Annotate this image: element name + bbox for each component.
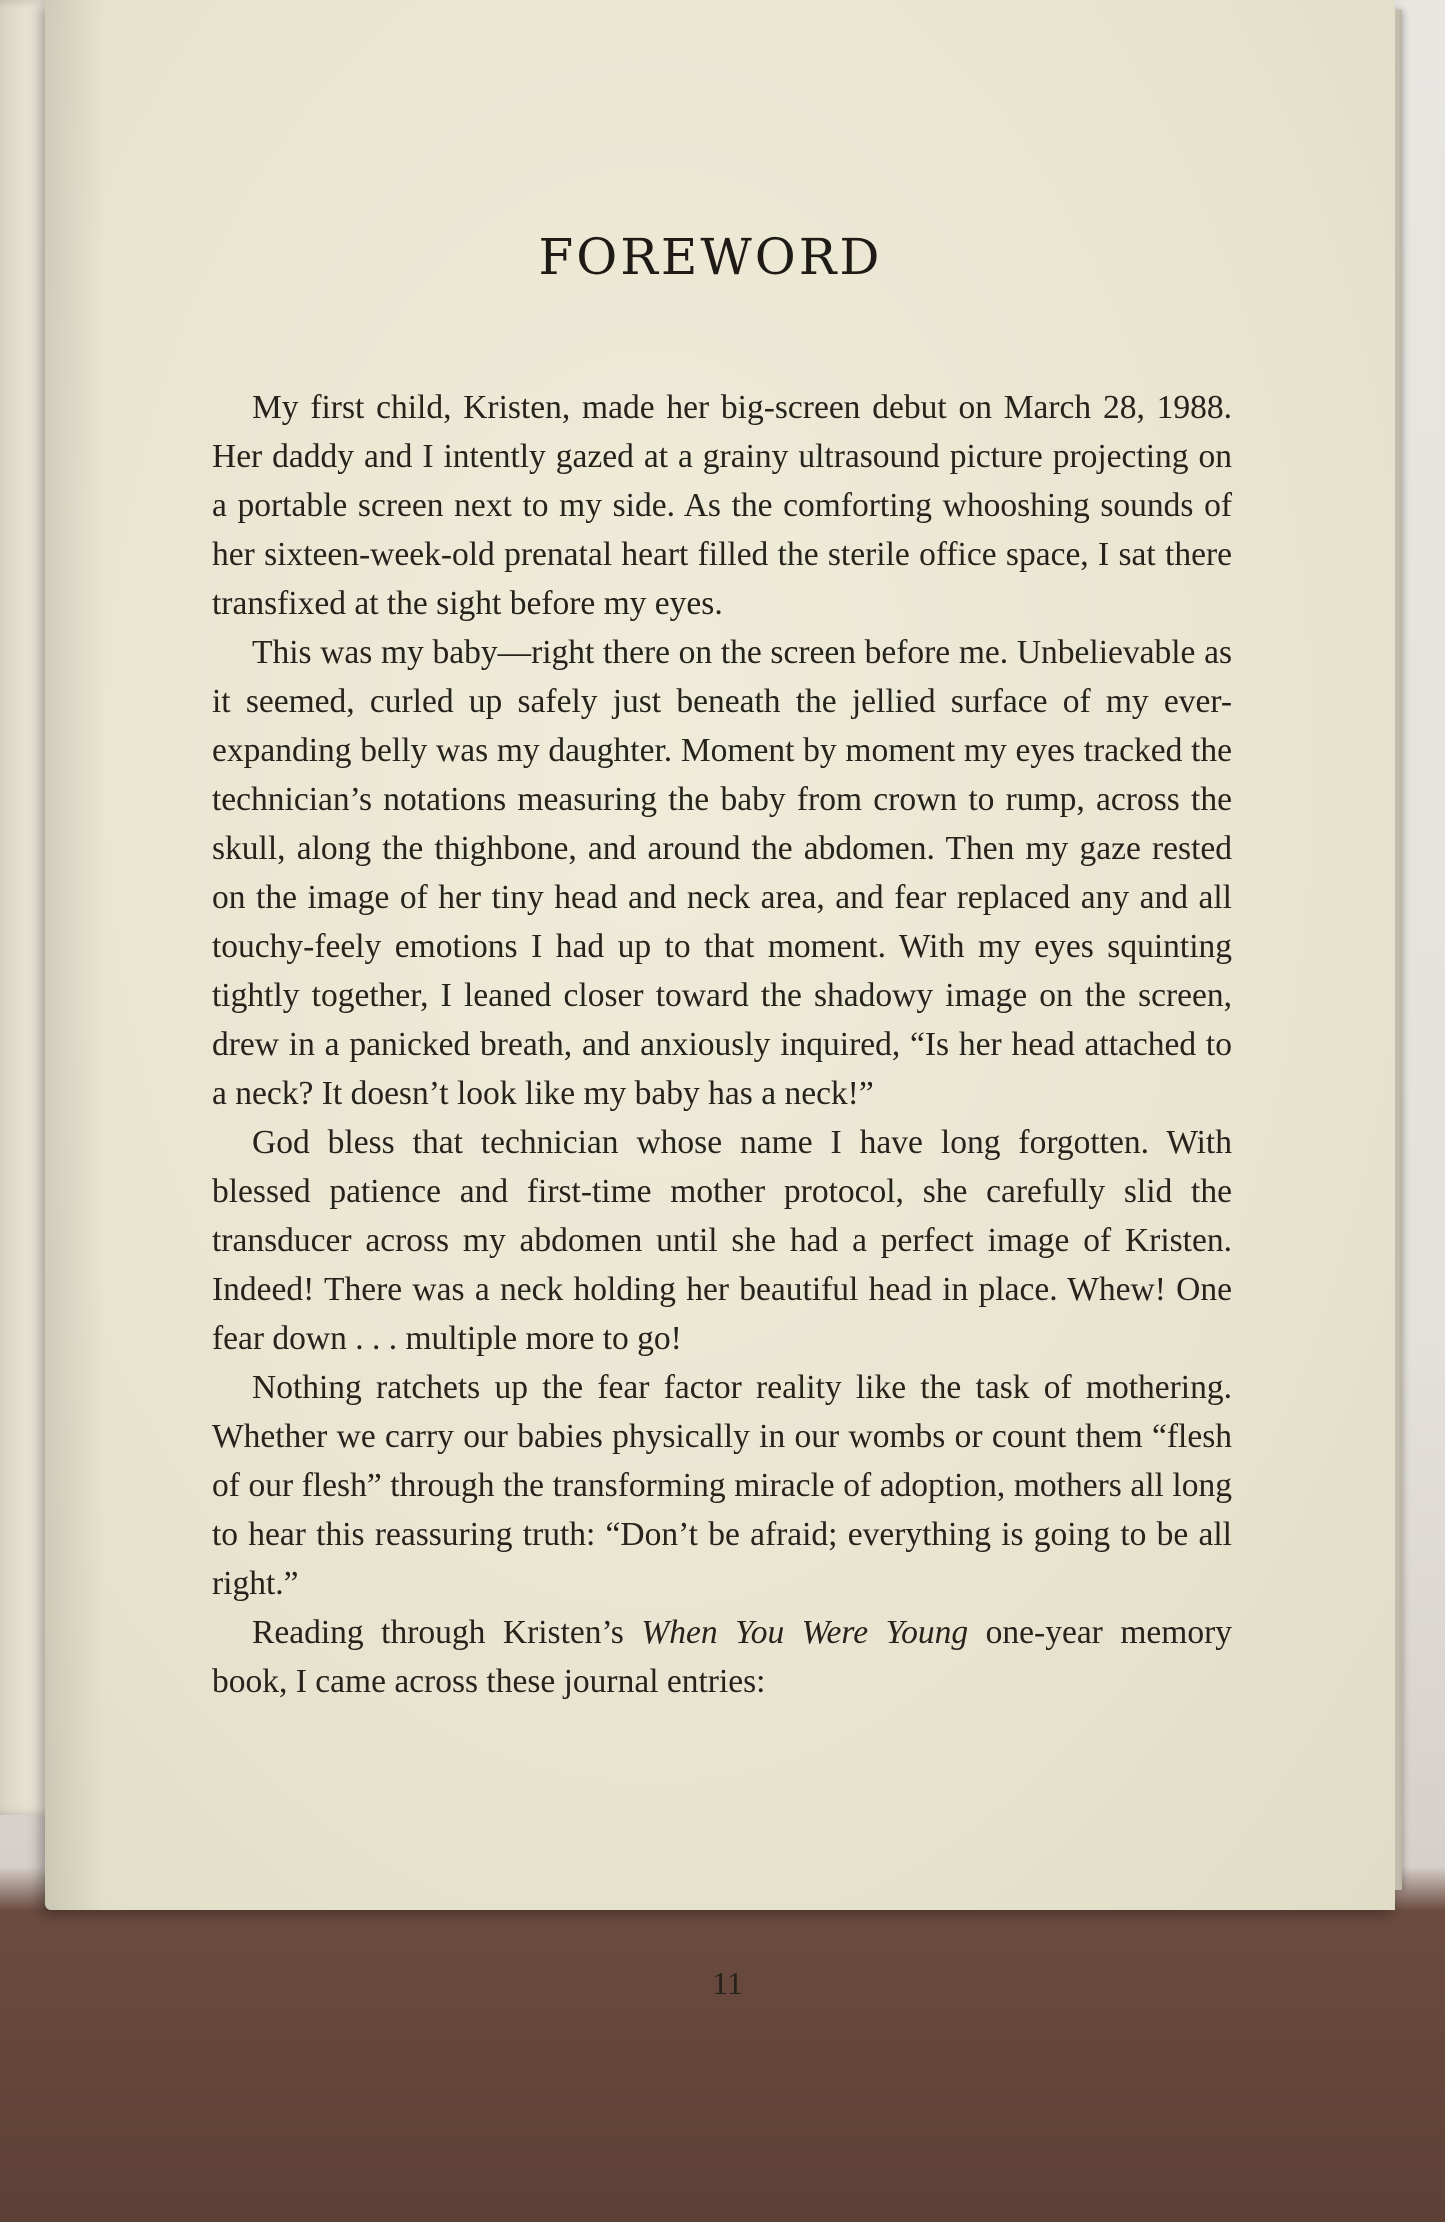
paragraph-3: God bless that technician whose name I have long forgotten. With blessed patience and first-time mother protocol, she carefully slid the transducer across my abdomen until she had a perfect image of Kristen. Indeed! There was a neck holding her beautiful head in place. Whew! One fear down . . . multiple more to go! <box>212 1124 1232 1357</box>
paragraph-5-rest: one-year memory book, I came across these journal entries: <box>212 1614 1232 1700</box>
paragraph-5 <box>212 1608 1232 1706</box>
paragraph-4: Nothing ratchets up the fear factor reality like the task of mothering. Whether we carry our babies physically in our wombs or count them “flesh of our flesh” through the transforming miracle of adoption, mothers all long to hear this reassuring truth: “Don’t be afraid; everything is going to be all right.” <box>212 1369 1232 1602</box>
paragraph-1: My first child, Kristen, made her big-screen debut on March 28, 1988. Her daddy and I intently gazed at a grainy ultrasound picture projecting on a portable screen next to my side. As the comforting whooshing sounds of her sixteen-week-old prenatal heart filled the sterile office space, I sat there transfixed at the sight before my eyes. <box>212 389 1232 622</box>
book-title-reference: When You Were Young <box>641 1614 969 1651</box>
paragraph-5-intro: Reading through Kristen’s <box>252 1614 642 1651</box>
page-title: FOREWORD <box>538 228 883 286</box>
page-number: 11 <box>712 1965 743 2001</box>
paragraph-2: This was my baby—right there on the screen before me. Unbelievable as it seemed, curled up safely just beneath the jellied surface of my ever-expanding belly was my daughter. Moment by moment my eyes tracked the technician’s notations measuring the baby from crown to rump, across the skull, along the thighbone, and around the abdomen. Then my gaze rested on the image of her tiny head and neck area, and fear replaced any and all touchy-feely emotions I had up to that moment. With my eyes squinting tightly together, I leaned closer toward the shadowy image on the screen, drew in a panicked breath, and anxiously inquired, “Is her head attached to a neck? It doesn’t look like my baby has a neck!” <box>212 634 1232 1112</box>
foreword-body <box>212 383 1232 1706</box>
